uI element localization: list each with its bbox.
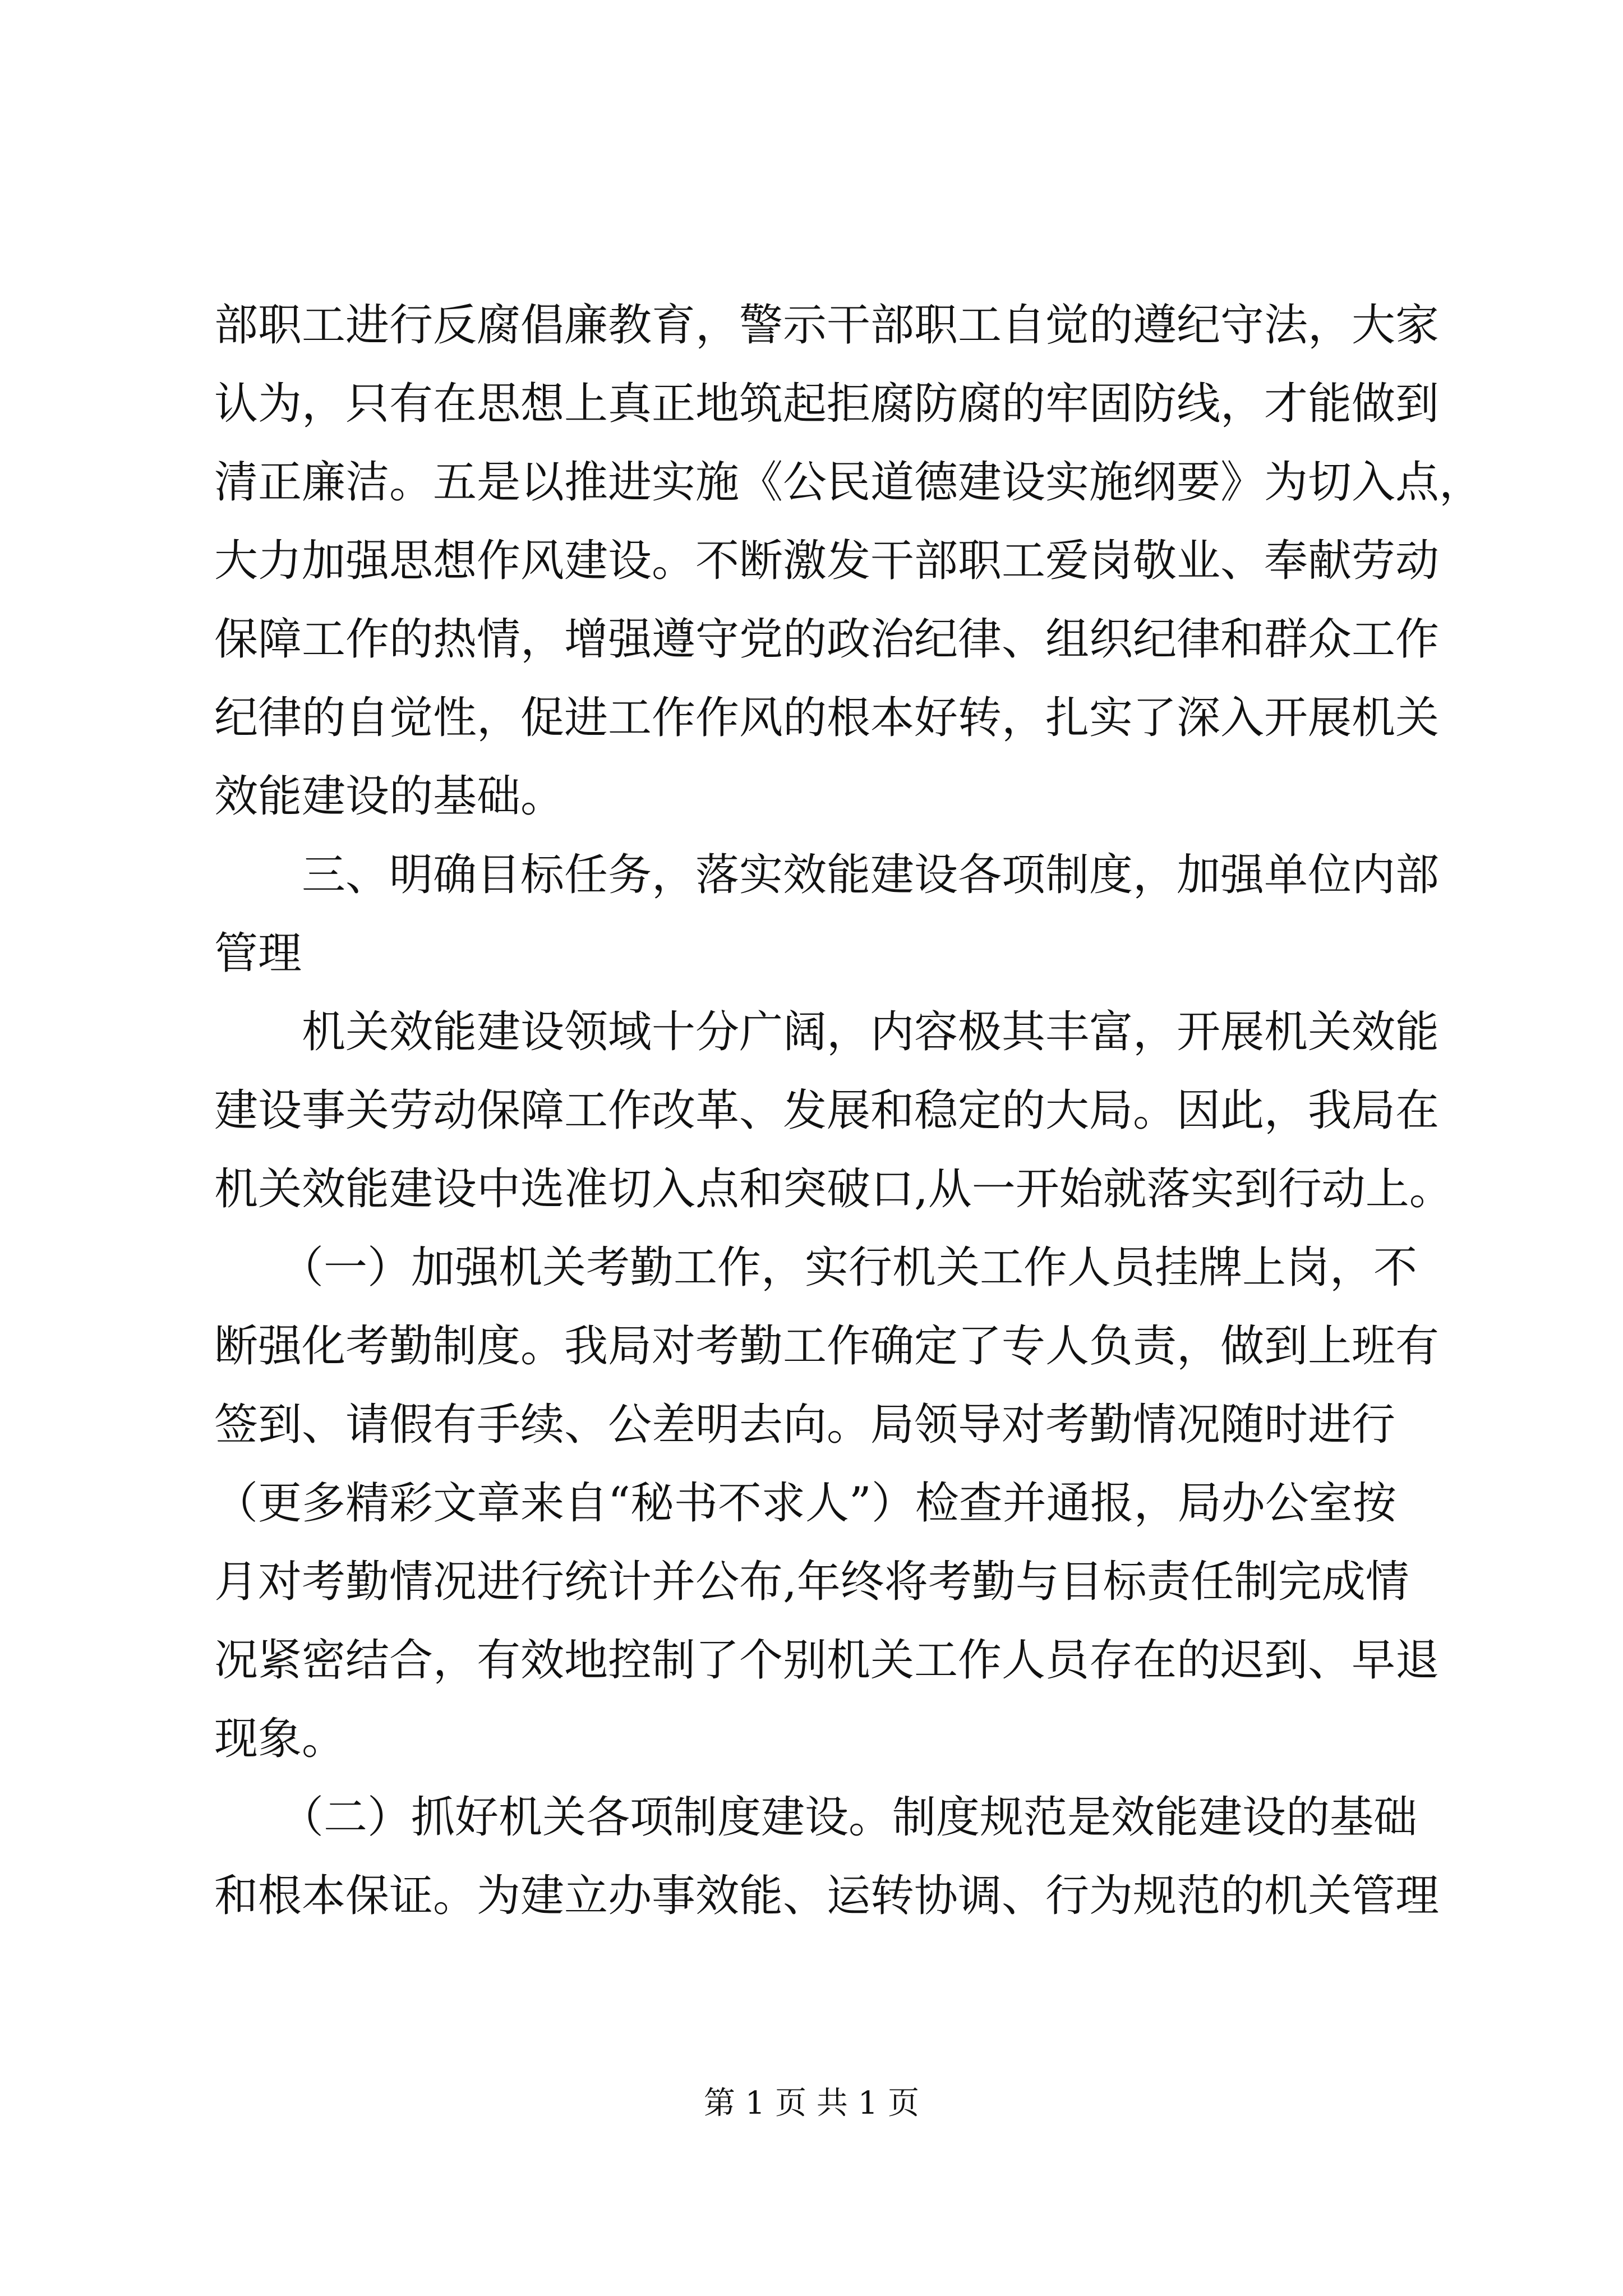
text-line: 纪律的自觉性，促进工作作风的根本好转，扎实了深入开展机关: [214, 693, 1440, 743]
text-line: 现象。: [214, 1714, 346, 1764]
text-line: 月对考勤情况进行统计并公布,年终将考勤与目标责任制完成情: [214, 1557, 1409, 1607]
text-line: 断强化考勤制度。我局对考勤工作确定了专人负责，做到上班有: [214, 1321, 1440, 1372]
text-line: （更多精彩文章来自“秘书不求人”）检查并通报，局办公室按: [214, 1478, 1396, 1529]
text-line: 大力加强思想作风建设。不断激发干部职工爱岗敬业、奉献劳动: [214, 536, 1440, 586]
text-line: （一）加强机关考勤工作，实行机关工作人员挂牌上岗，不: [214, 1243, 1418, 1293]
text-line: 保障工作的热情，增强遵守党的政治纪律、组织纪律和群众工作: [214, 614, 1440, 665]
page-number-label: 第 1 页 共 1 页: [703, 2085, 920, 2122]
text-line: 部职工进行反腐倡廉教育，警示干部职工自觉的遵纪守法，大家: [214, 300, 1440, 351]
text-line: 机关效能建设领域十分广阔，内容极其丰富，开展机关效能: [214, 1007, 1440, 1057]
text-line: 机关效能建设中选准切入点和突破口,从一开始就落实到行动上。: [214, 1164, 1453, 1214]
section-heading-line: 三、明确目标任务，落实效能建设各项制度，加强单位内部: [214, 850, 1440, 900]
text-line: 认为，只有在思想上真正地筑起拒腐防腐的牢固防线，才能做到: [214, 379, 1440, 429]
text-line: 签到、请假有手续、公差明去向。局领导对考勤情况随时进行: [214, 1400, 1396, 1450]
text-line: （二）抓好机关各项制度建设。制度规范是效能建设的基础: [214, 1792, 1418, 1843]
text-line: 效能建设的基础。: [214, 771, 565, 822]
text-line: 清正廉洁。五是以推进实施《公民道德建设实施纲要》为切入点，: [214, 457, 1483, 508]
section-heading-line: 管理: [214, 928, 302, 979]
text-line: 建设事关劳动保障工作改革、发展和稳定的大局。因此，我局在: [214, 1085, 1440, 1136]
body-text: [214, 286, 1483, 1935]
page-footer: [0, 2081, 1623, 2126]
text-line: 况紧密结合，有效地控制了个别机关工作人员存在的迟到、早退: [214, 1635, 1440, 1686]
text-line: 和根本保证。为建立办事效能、运转协调、行为规范的机关管理: [214, 1871, 1440, 1921]
